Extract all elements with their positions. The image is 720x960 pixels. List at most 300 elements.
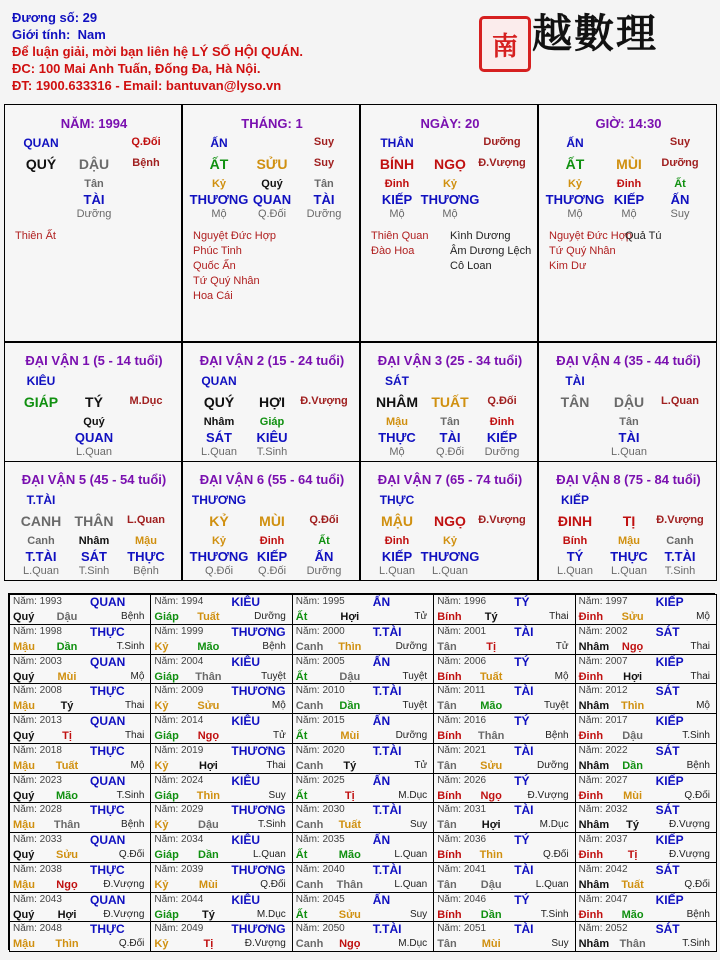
annual-grid [8, 593, 715, 950]
annual-stem: Tân [437, 878, 457, 891]
hidden-ten-god: T.TÀI [25, 549, 57, 564]
annual-ten-god: T.TÀI [372, 684, 402, 699]
annual-branch: Thìn [196, 789, 220, 802]
annual-cell [292, 862, 434, 893]
annual-ten-god: SÁT [655, 922, 680, 937]
annual-life-stage: Q.Đối [118, 938, 145, 950]
annual-branch: Dậu [480, 878, 502, 891]
annual-branch: Dậu [339, 670, 361, 683]
annual-ten-god: KIẾP [655, 595, 684, 609]
annual-stem: Tân [437, 640, 457, 653]
dai-van-title: ĐẠI VẬN 3 (25 - 34 tuổi) [377, 353, 523, 368]
ten-god-label: Q.Đối [131, 136, 161, 148]
annual-ten-god: TÀI [514, 624, 534, 639]
annual-year: Năm: 2025 [295, 774, 345, 786]
dai-van-life-stage: Đ.Vượng [478, 514, 526, 526]
annual-branch: Ngọ [56, 878, 78, 891]
annual-cell [292, 802, 434, 833]
annual-ten-god: QUAN [90, 773, 126, 788]
dai-van-cell [4, 342, 182, 462]
annual-year: Năm: 2001 [437, 625, 487, 637]
annual-ten-god: TÝ [514, 833, 530, 847]
annual-stem: Canh [295, 878, 324, 891]
hidden-life-stage: Dưỡng [306, 565, 342, 577]
annual-year: Năm: 2009 [154, 685, 204, 697]
annual-branch: Mùi [481, 938, 501, 951]
dai-van-cell [360, 461, 538, 581]
ten-god-label: Suy [669, 136, 691, 148]
annual-ten-god: TÝ [514, 595, 530, 609]
ten-god-label: ẤN [210, 136, 228, 150]
annual-life-stage: Suy [409, 819, 428, 831]
dai-van-branch: TỊ [622, 513, 636, 529]
annual-branch: Dần [480, 908, 502, 921]
heavenly-stem: QUÝ [25, 156, 57, 172]
annual-stem: Kỷ [154, 640, 169, 653]
annual-ten-god: KIÊU [231, 892, 261, 907]
annual-ten-god: QUAN [90, 833, 126, 847]
annual-ten-god: THỰC [90, 862, 125, 877]
annual-cell [9, 802, 151, 833]
address-line: ĐC: 100 Mai Anh Tuấn, Đống Đa, Hà Nội. [12, 61, 261, 76]
hidden-life-stage: L.Quan [556, 565, 594, 577]
annual-stem: Kỷ [154, 700, 169, 713]
hidden-stem: Kỷ [442, 178, 458, 190]
hidden-life-stage: L.Quan [75, 446, 113, 458]
annual-life-stage: Suy [268, 789, 286, 801]
annual-branch: Dậu [622, 730, 643, 742]
hidden-stem: Ất [318, 535, 330, 547]
annual-year: Năm: 2008 [13, 685, 62, 697]
hidden-ten-god: THƯƠNG [420, 192, 480, 207]
annual-branch: Mão [621, 908, 644, 921]
annual-branch: Sửu [338, 908, 361, 921]
annual-year: Năm: 2006 [437, 655, 487, 667]
annual-year: Năm: 1998 [13, 625, 62, 637]
annual-stem: Tân [437, 819, 457, 832]
dai-van-title: ĐẠI VẬN 2 (15 - 24 tuổi) [199, 353, 345, 368]
annual-life-stage: Đ.Vượng [103, 908, 145, 920]
annual-ten-god: THỰC [90, 743, 125, 758]
annual-cell [575, 832, 717, 863]
annual-branch: Tý [484, 611, 498, 623]
annual-stem: Quý [13, 789, 35, 802]
hidden-life-stage: Mộ [621, 208, 637, 220]
earthly-branch: SỬU [256, 156, 288, 172]
pillar-title: NGÀY: 20 [420, 116, 480, 131]
annual-ten-god: THỰC [90, 803, 125, 818]
earthly-branch: NGỌ [434, 156, 466, 172]
annual-life-stage: T.Sinh [116, 789, 145, 801]
annual-stem: Đinh [578, 908, 604, 921]
annual-cell [292, 683, 434, 714]
annual-ten-god: THỰC [90, 684, 125, 699]
spirit-star: Quả Tú [625, 230, 662, 242]
dai-van-stem: MẬU [381, 513, 413, 529]
annual-cell [433, 713, 575, 744]
annual-stem: Nhâm [578, 819, 610, 832]
annual-year: Năm: 2023 [13, 774, 62, 786]
annual-life-stage: Dưỡng [254, 611, 286, 622]
dai-van-title: ĐẠI VẬN 7 (65 - 74 tuổi) [377, 472, 523, 487]
dai-van-life-stage: L.Quan [127, 514, 165, 526]
annual-stem: Kỷ [154, 878, 169, 891]
annual-life-stage: T.Sinh [257, 819, 286, 831]
annual-life-stage: Đ.Vượng [527, 789, 569, 801]
annual-cell [575, 654, 717, 685]
annual-stem: Mậu [13, 938, 35, 951]
hidden-life-stage: Dưỡng [306, 208, 342, 220]
annual-branch: Mùi [340, 730, 360, 742]
hidden-stem: Kỷ [211, 535, 227, 547]
annual-stem: Bính [437, 730, 462, 742]
pillar-title: GIỜ: 14:30 [595, 116, 662, 131]
annual-branch: Hợi [57, 908, 77, 921]
annual-ten-god: KIẾP [655, 833, 684, 847]
hidden-ten-god: THƯƠNG [545, 192, 605, 207]
annual-ten-god: ẤN [372, 595, 391, 609]
dai-van-stem: KỶ [209, 513, 229, 529]
annual-cell [292, 773, 434, 804]
annual-life-stage: Suy [409, 908, 428, 920]
dai-van-life-stage: Q.Đối [487, 395, 517, 407]
annual-life-stage: Tuyệt [402, 700, 428, 712]
annual-branch: Hợi [340, 611, 360, 623]
annual-branch: Thân [195, 670, 222, 683]
hidden-ten-god: KIẾP [256, 549, 288, 564]
annual-ten-god: KIẾP [655, 714, 684, 728]
gender-line: Giới tính: Nam [12, 27, 106, 42]
annual-ten-god: ẤN [372, 654, 391, 669]
hidden-life-stage: Q.Đối [257, 208, 287, 220]
annual-cell [433, 802, 575, 833]
dai-van-stem: CANH [20, 513, 62, 529]
dai-van-ten-god: T.TÀI [26, 493, 56, 507]
hidden-life-stage: Mộ [389, 446, 405, 458]
annual-year: Năm: 2013 [13, 715, 62, 726]
annual-life-stage: Tử [555, 640, 569, 652]
annual-year: Năm: 2020 [295, 744, 345, 756]
annual-branch: Tị [62, 730, 72, 742]
annual-cell [150, 743, 292, 774]
annual-ten-god: TÝ [514, 714, 530, 728]
annual-branch: Tị [486, 640, 497, 653]
annual-stem: Ất [295, 908, 308, 921]
annual-cell [150, 683, 292, 714]
annual-year: Năm: 2032 [578, 804, 628, 816]
spirit-star: Đào Hoa [371, 245, 415, 257]
annual-cell [292, 713, 434, 744]
annual-life-stage: Dưỡng [395, 730, 428, 741]
dai-van-ten-god: QUAN [201, 374, 237, 388]
annual-cell [292, 594, 434, 625]
hidden-stem: Kỷ [211, 178, 227, 190]
hidden-life-stage: Q.Đối [435, 446, 465, 458]
annual-branch: Hợi [623, 670, 643, 683]
pillar-column [538, 104, 717, 342]
annual-stem: Ất [295, 730, 308, 742]
annual-ten-god: THỰC [90, 624, 125, 639]
hidden-stem: Tân [440, 416, 460, 428]
hidden-stem: Nhâm [203, 416, 235, 428]
annual-stem: Tân [437, 700, 457, 713]
hidden-stem: Bính [562, 535, 588, 547]
annual-year: Năm: 2015 [295, 715, 345, 726]
annual-year: Năm: 2027 [578, 774, 628, 786]
annual-cell [150, 773, 292, 804]
spirit-star: Phúc Tinh [193, 245, 242, 257]
annual-stem: Mậu [13, 700, 35, 713]
annual-year: Năm: 2049 [154, 923, 204, 935]
hidden-ten-god: TÀI [439, 430, 461, 445]
annual-branch: Dần [622, 759, 643, 772]
annual-life-stage: Dưỡng [536, 759, 569, 771]
annual-cell [150, 862, 292, 893]
spirit-star: Cô Loan [450, 260, 492, 272]
annual-branch: Ngọ [339, 938, 361, 951]
life-stage: Suy [313, 157, 335, 169]
dai-van-life-stage: M.Dục [129, 395, 163, 407]
annual-stem: Ất [295, 789, 308, 802]
hidden-life-stage: L.Quan [22, 565, 60, 577]
annual-branch: Dần [339, 700, 361, 713]
annual-cell [150, 802, 292, 833]
hidden-stem: Nhâm [78, 535, 110, 547]
dai-van-stem: QUÝ [203, 394, 235, 410]
annual-life-stage: Mộ [696, 700, 710, 712]
annual-branch: Thìn [55, 938, 79, 951]
annual-cell [575, 921, 717, 952]
hidden-life-stage: L.Quan [378, 565, 416, 577]
hidden-life-stage: Suy [670, 208, 690, 220]
annual-life-stage: Bệnh [686, 908, 710, 920]
annual-branch: Sửu [55, 849, 79, 861]
annual-stem: Đinh [578, 670, 604, 683]
annual-cell [9, 743, 151, 774]
annual-stem: Nhâm [578, 640, 610, 653]
annual-stem: Đinh [578, 730, 604, 742]
annual-year: Năm: 2036 [437, 834, 487, 845]
annual-year: Năm: 2030 [295, 804, 345, 816]
annual-ten-god: T.TÀI [372, 862, 402, 877]
annual-year: Năm: 2012 [578, 685, 628, 697]
annual-ten-god: KIÊU [231, 833, 261, 847]
annual-stem: Canh [295, 640, 324, 653]
annual-life-stage: Mộ [130, 670, 145, 682]
dai-van-branch: MÙI [259, 513, 285, 529]
dai-van-stem: ĐINH [557, 513, 593, 529]
spirit-star: Nguyệt Đức Hợp [549, 230, 633, 242]
annual-stem: Canh [295, 700, 324, 713]
annual-life-stage: L.Quan [394, 878, 428, 890]
hidden-life-stage: T.Sinh [256, 446, 288, 458]
hidden-life-stage: L.Quan [610, 565, 648, 577]
annual-cell [292, 624, 434, 655]
annual-stem: Canh [295, 938, 324, 951]
annual-cell [575, 743, 717, 774]
annual-branch: Sửu [621, 611, 644, 623]
annual-cell [292, 892, 434, 923]
hidden-stem: Tân [314, 178, 334, 190]
pillar-column [182, 104, 360, 342]
hidden-ten-god: KIẾP [381, 549, 413, 564]
hidden-stem: Tân [84, 178, 104, 190]
annual-cell [9, 654, 151, 685]
hidden-stem: Đinh [384, 178, 410, 190]
annual-year: Năm: 2033 [13, 834, 62, 845]
hidden-ten-god: QUAN [74, 430, 114, 445]
heavenly-stem: ẤT [565, 156, 585, 172]
annual-branch: Sửu [197, 700, 220, 713]
dai-van-life-stage: Q.Đối [309, 514, 339, 526]
annual-cell [150, 594, 292, 625]
hidden-ten-god: TÀI [83, 192, 105, 207]
annual-year: Năm: 2021 [437, 744, 487, 756]
annual-life-stage: Mộ [271, 700, 286, 712]
annual-year: Năm: 2000 [295, 625, 345, 637]
hidden-ten-god: THỰC [610, 549, 648, 564]
annual-life-stage: Đ.Vượng [103, 878, 145, 890]
spirit-star: Âm Dương Lệch [450, 245, 532, 257]
annual-cell [150, 921, 292, 952]
annual-stem: Giáp [154, 849, 179, 861]
hidden-stem: Ất [674, 178, 686, 190]
hidden-stem: Canh [666, 535, 694, 547]
annual-life-stage: Thai [549, 611, 569, 622]
annual-life-stage: Thai [124, 700, 145, 712]
annual-branch: Tý [626, 819, 640, 832]
annual-year: Năm: 1994 [154, 596, 204, 607]
annual-year: Năm: 2019 [154, 744, 204, 756]
annual-stem: Canh [295, 759, 324, 772]
dai-van-ten-god: SÁT [385, 374, 409, 388]
annual-year: Năm: 2010 [295, 685, 345, 697]
annual-year: Năm: 2034 [154, 834, 204, 845]
hidden-life-stage: T.Sinh [664, 565, 696, 577]
annual-cell [150, 654, 292, 685]
annual-life-stage: Bệnh [121, 819, 145, 831]
life-stage: Bệnh [132, 157, 160, 169]
annual-year: Năm: 2043 [13, 893, 62, 905]
annual-stem: Tân [437, 759, 457, 772]
spirit-star: Kình Dương [450, 230, 511, 242]
dai-van-stem: TÂN [560, 394, 590, 410]
annual-cell [575, 683, 717, 714]
spirit-star: Nguyệt Đức Hợp [193, 230, 277, 242]
red-seal-logo: 南 [479, 16, 531, 72]
hidden-life-stage: Mộ [567, 208, 583, 220]
annual-cell [9, 773, 151, 804]
pillar-column [360, 104, 538, 342]
dai-van-branch: TÝ [85, 394, 103, 410]
annual-cell [292, 832, 434, 863]
annual-ten-god: TÝ [514, 892, 530, 907]
annual-year: Năm: 2046 [437, 893, 487, 905]
dai-van-ten-god: TÀI [565, 374, 585, 388]
annual-life-stage: Tuyệt [402, 670, 428, 682]
annual-cell [433, 743, 575, 774]
annual-year: Năm: 2017 [578, 715, 628, 726]
dai-van-cell [538, 461, 717, 581]
annual-stem: Mậu [13, 878, 35, 891]
annual-branch: Mùi [57, 670, 77, 683]
annual-branch: Tuất [621, 878, 644, 891]
annual-cell [433, 832, 575, 863]
annual-life-stage: Q.Đối [260, 878, 286, 890]
annual-stem: Mậu [13, 759, 35, 772]
annual-stem: Giáp [154, 611, 179, 623]
hidden-stem: Quý [261, 178, 283, 190]
hidden-ten-god: THƯƠNG [189, 549, 249, 564]
annual-year: Năm: 2040 [295, 863, 345, 875]
dai-van-branch: DẬU [613, 394, 645, 410]
annual-life-stage: Q.Đối [118, 849, 145, 860]
earthly-branch: DẬU [78, 156, 110, 172]
annual-ten-god: T.TÀI [372, 624, 402, 639]
annual-life-stage: Bệnh [545, 730, 569, 741]
annual-branch: Thân [53, 819, 81, 832]
annual-stem: Giáp [154, 730, 179, 742]
hidden-ten-god: TÝ [566, 549, 584, 564]
annual-ten-god: QUAN [90, 714, 126, 728]
annual-branch: Mão [338, 849, 361, 861]
hidden-ten-god: SÁT [206, 430, 232, 445]
annual-stem: Kỷ [154, 819, 169, 832]
subject-number: Đương số: 29 [12, 10, 98, 25]
annual-life-stage: Tử [414, 611, 428, 622]
annual-stem: Bính [437, 908, 462, 921]
annual-ten-god: THƯƠNG [231, 624, 286, 639]
annual-cell [433, 594, 575, 625]
annual-branch: Ngọ [197, 730, 220, 742]
hidden-stem: Tân [619, 416, 639, 428]
annual-life-stage: M.Dục [398, 938, 428, 950]
annual-stem: Kỷ [154, 759, 169, 772]
dai-van-cell [182, 342, 360, 462]
annual-ten-god: ẤN [372, 892, 391, 907]
dai-van-title: ĐẠI VẬN 5 (45 - 54 tuổi) [21, 472, 167, 487]
pillar-column [4, 104, 182, 342]
annual-year: Năm: 2011 [437, 685, 486, 697]
dai-van-ten-god: KIẾP [560, 493, 590, 507]
hidden-life-stage: Bệnh [133, 565, 159, 577]
ten-god-label: THÂN [380, 136, 414, 150]
annual-year: Năm: 1996 [437, 596, 487, 607]
hidden-ten-god: THƯƠNG [189, 192, 249, 207]
annual-cell [433, 862, 575, 893]
annual-life-stage: Đ.Vượng [668, 819, 710, 831]
hidden-ten-god: SÁT [81, 549, 107, 564]
dai-van-life-stage: L.Quan [661, 395, 699, 407]
annual-year: Năm: 2002 [578, 625, 628, 637]
hidden-stem: Đinh [384, 535, 410, 547]
hidden-ten-god: KIẾP [486, 430, 518, 445]
spirit-star: Thiên Quan [371, 230, 429, 242]
annual-ten-god: T.TÀI [372, 922, 402, 937]
annual-cell [292, 654, 434, 685]
annual-stem: Bính [437, 849, 462, 861]
annual-year: Năm: 2042 [578, 863, 628, 875]
header-info [12, 9, 303, 94]
annual-year: Năm: 2028 [13, 804, 62, 816]
hidden-ten-god: TÀI [618, 430, 640, 445]
dai-van-cell [538, 342, 717, 462]
annual-year: Năm: 2045 [295, 893, 345, 905]
dai-van-cell [360, 342, 538, 462]
annual-year: Năm: 2037 [578, 834, 628, 845]
annual-life-stage: Q.Đối [684, 789, 710, 801]
annual-life-stage: Đ.Vượng [668, 849, 710, 860]
